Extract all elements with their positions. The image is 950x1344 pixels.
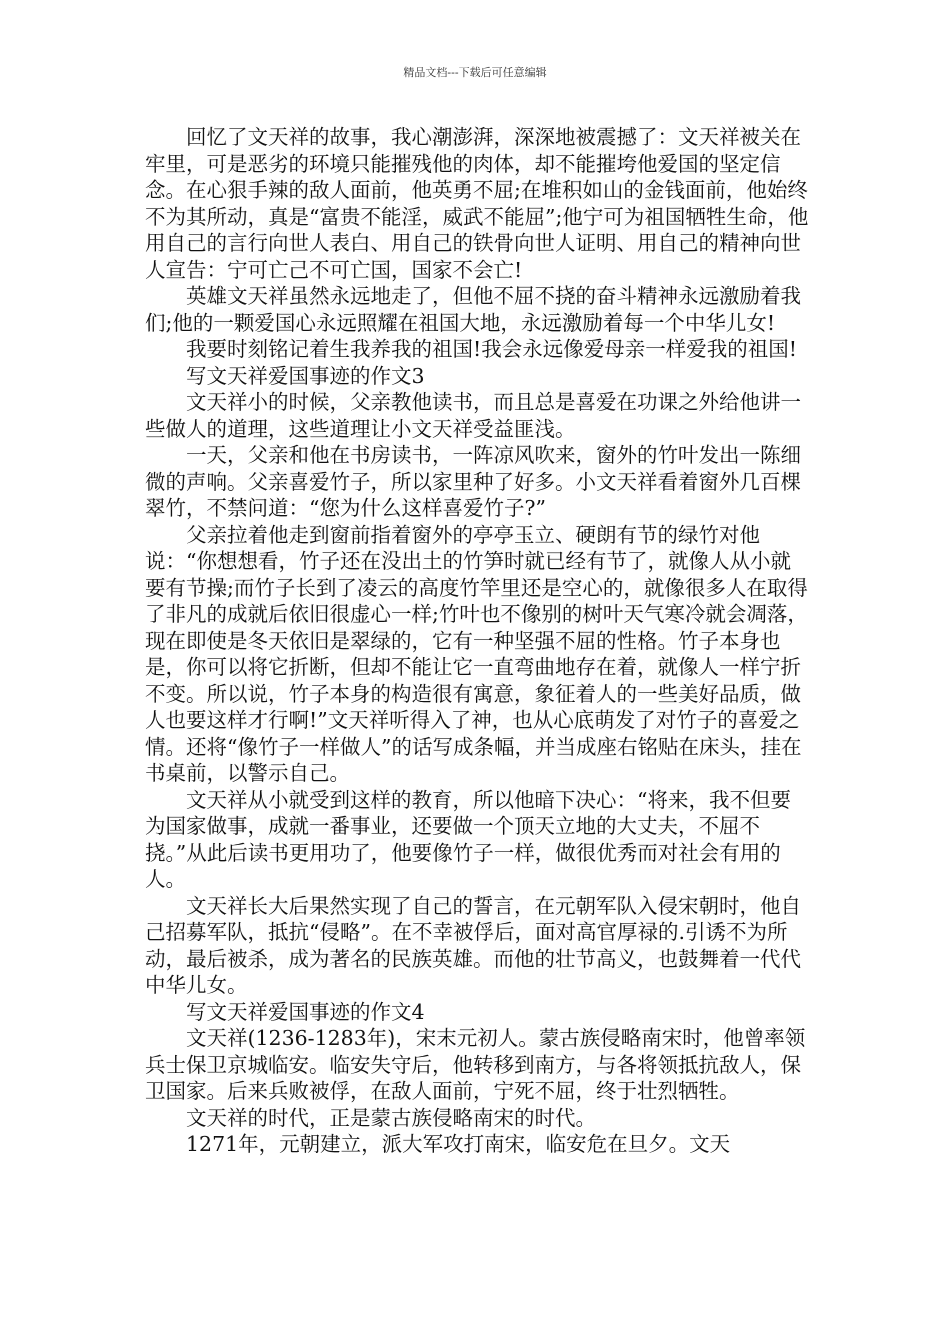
paragraph: 文天祥小的时候，父亲教他读书，而且总是喜爱在功课之外给他讲一些做人的道理，这些道理让小文天祥受益匪浅。 — [145, 390, 801, 441]
paragraph: 父亲拉着他走到窗前指着窗外的亭亭玉立、硬朗有节的绿竹对他说：“你想想看，竹子还在没出土的竹笋时就已经有节了，就像人从小就要有节操;而竹子长到了凌云的高度竹竿里还是空心的，就像很多人在取得了非凡的成就后依旧很虚心一样;竹叶也不像别的树叶天气寒冷就会凋落，现在即使是冬天依旧是翠绿的，它有一种坚强不屈的性格。竹子本身也是，你可以将它折断，但却不能让它一直弯曲地存在着，就像人一样宁折不变。所以说，竹子本身的构造很有寓意，象征着人的一些美好品质，做人也要这样才行啊!”文天祥听得入了神，也从心底萌发了对竹子的喜爱之情。还将“像竹子一样做人”的话写成条幅，并当成座右铭贴在床头，挂在书桌前，以警示自己。 — [145, 522, 808, 785]
paragraph: 我要时刻铭记着生我养我的祖国!我会永远像爱母亲一样爱我的祖国! — [186, 337, 797, 361]
section-heading: 写文天祥爱国事迹的作文3 — [186, 363, 425, 388]
paragraph: 文天祥(1236-1283年)，宋末元初人。蒙古族侵略南宋时，他曾率领兵士保卫京城临安。临安失守后，他转移到南方，与各将领抵抗敌人，保卫国家。后来兵败被俘，在敌人面前，宁死不屈，终于壮烈牺牲。 — [145, 1026, 806, 1103]
page-header: 精品文档---下载后可任意编辑 — [403, 66, 547, 79]
paragraph: 文天祥的时代，正是蒙古族侵略南宋的时代。 — [186, 1105, 596, 1130]
paragraph: 一天，父亲和他在书房读书，一阵凉风吹来，窗外的竹叶发出一陈细微的声响。父亲喜爱竹子，所以家里种了好多。小文天祥看着窗外几百棵翠竹，不禁问道：“您为什么这样喜爱竹子?” — [145, 443, 801, 520]
section-heading: 写文天祥爱国事迹的作文4 — [186, 999, 425, 1024]
paragraph: 文天祥长大后果然实现了自己的誓言，在元朝军队入侵宋朝时，他自己招募军队，抵抗“侵略”。在不幸被俘后，面对高官厚禄的.引诱不为所动，最后被杀，成为著名的民族英雄。而他的壮节高义，也鼓舞着一代代中华儿女。 — [145, 893, 801, 997]
paragraph: 英雄文天祥虽然永远地走了，但他不屈不挠的奋斗精神永远激励着我们;他的一颗爱国心永远照耀在祖国大地，永远激励着每一个中华儿女! — [145, 284, 801, 335]
document-body — [145, 124, 810, 1158]
paragraph: 文天祥从小就受到这样的教育，所以他暗下决心：“将来，我不但要为国家做事，成就一番事业，还要做一个顶天立地的大丈夫，不屈不挠。”从此后读书更用功了，他要像竹子一样，做很优秀而对社会有用的人。 — [145, 787, 791, 891]
paragraph: 回忆了文天祥的故事，我心潮澎湃，深深地被震撼了：文天祥被关在牢里，可是恶劣的环境只能摧残他的肉体，却不能摧垮他爱国的坚定信念。在心狠手辣的敌人面前，他英勇不屈;在堆积如山的金钱面前，他始终不为其所动，真是“富贵不能淫，威武不能屈”;他宁可为祖国牺牲生命，他用自己的言行向世人表白、用自己的铁骨向世人证明、用自己的精神向世人宣告：宁可亡己不可亡国，国家不会亡! — [145, 125, 809, 282]
paragraph: 1271年，元朝建立，派大军攻打南宋，临安危在旦夕。文天 — [186, 1132, 731, 1156]
